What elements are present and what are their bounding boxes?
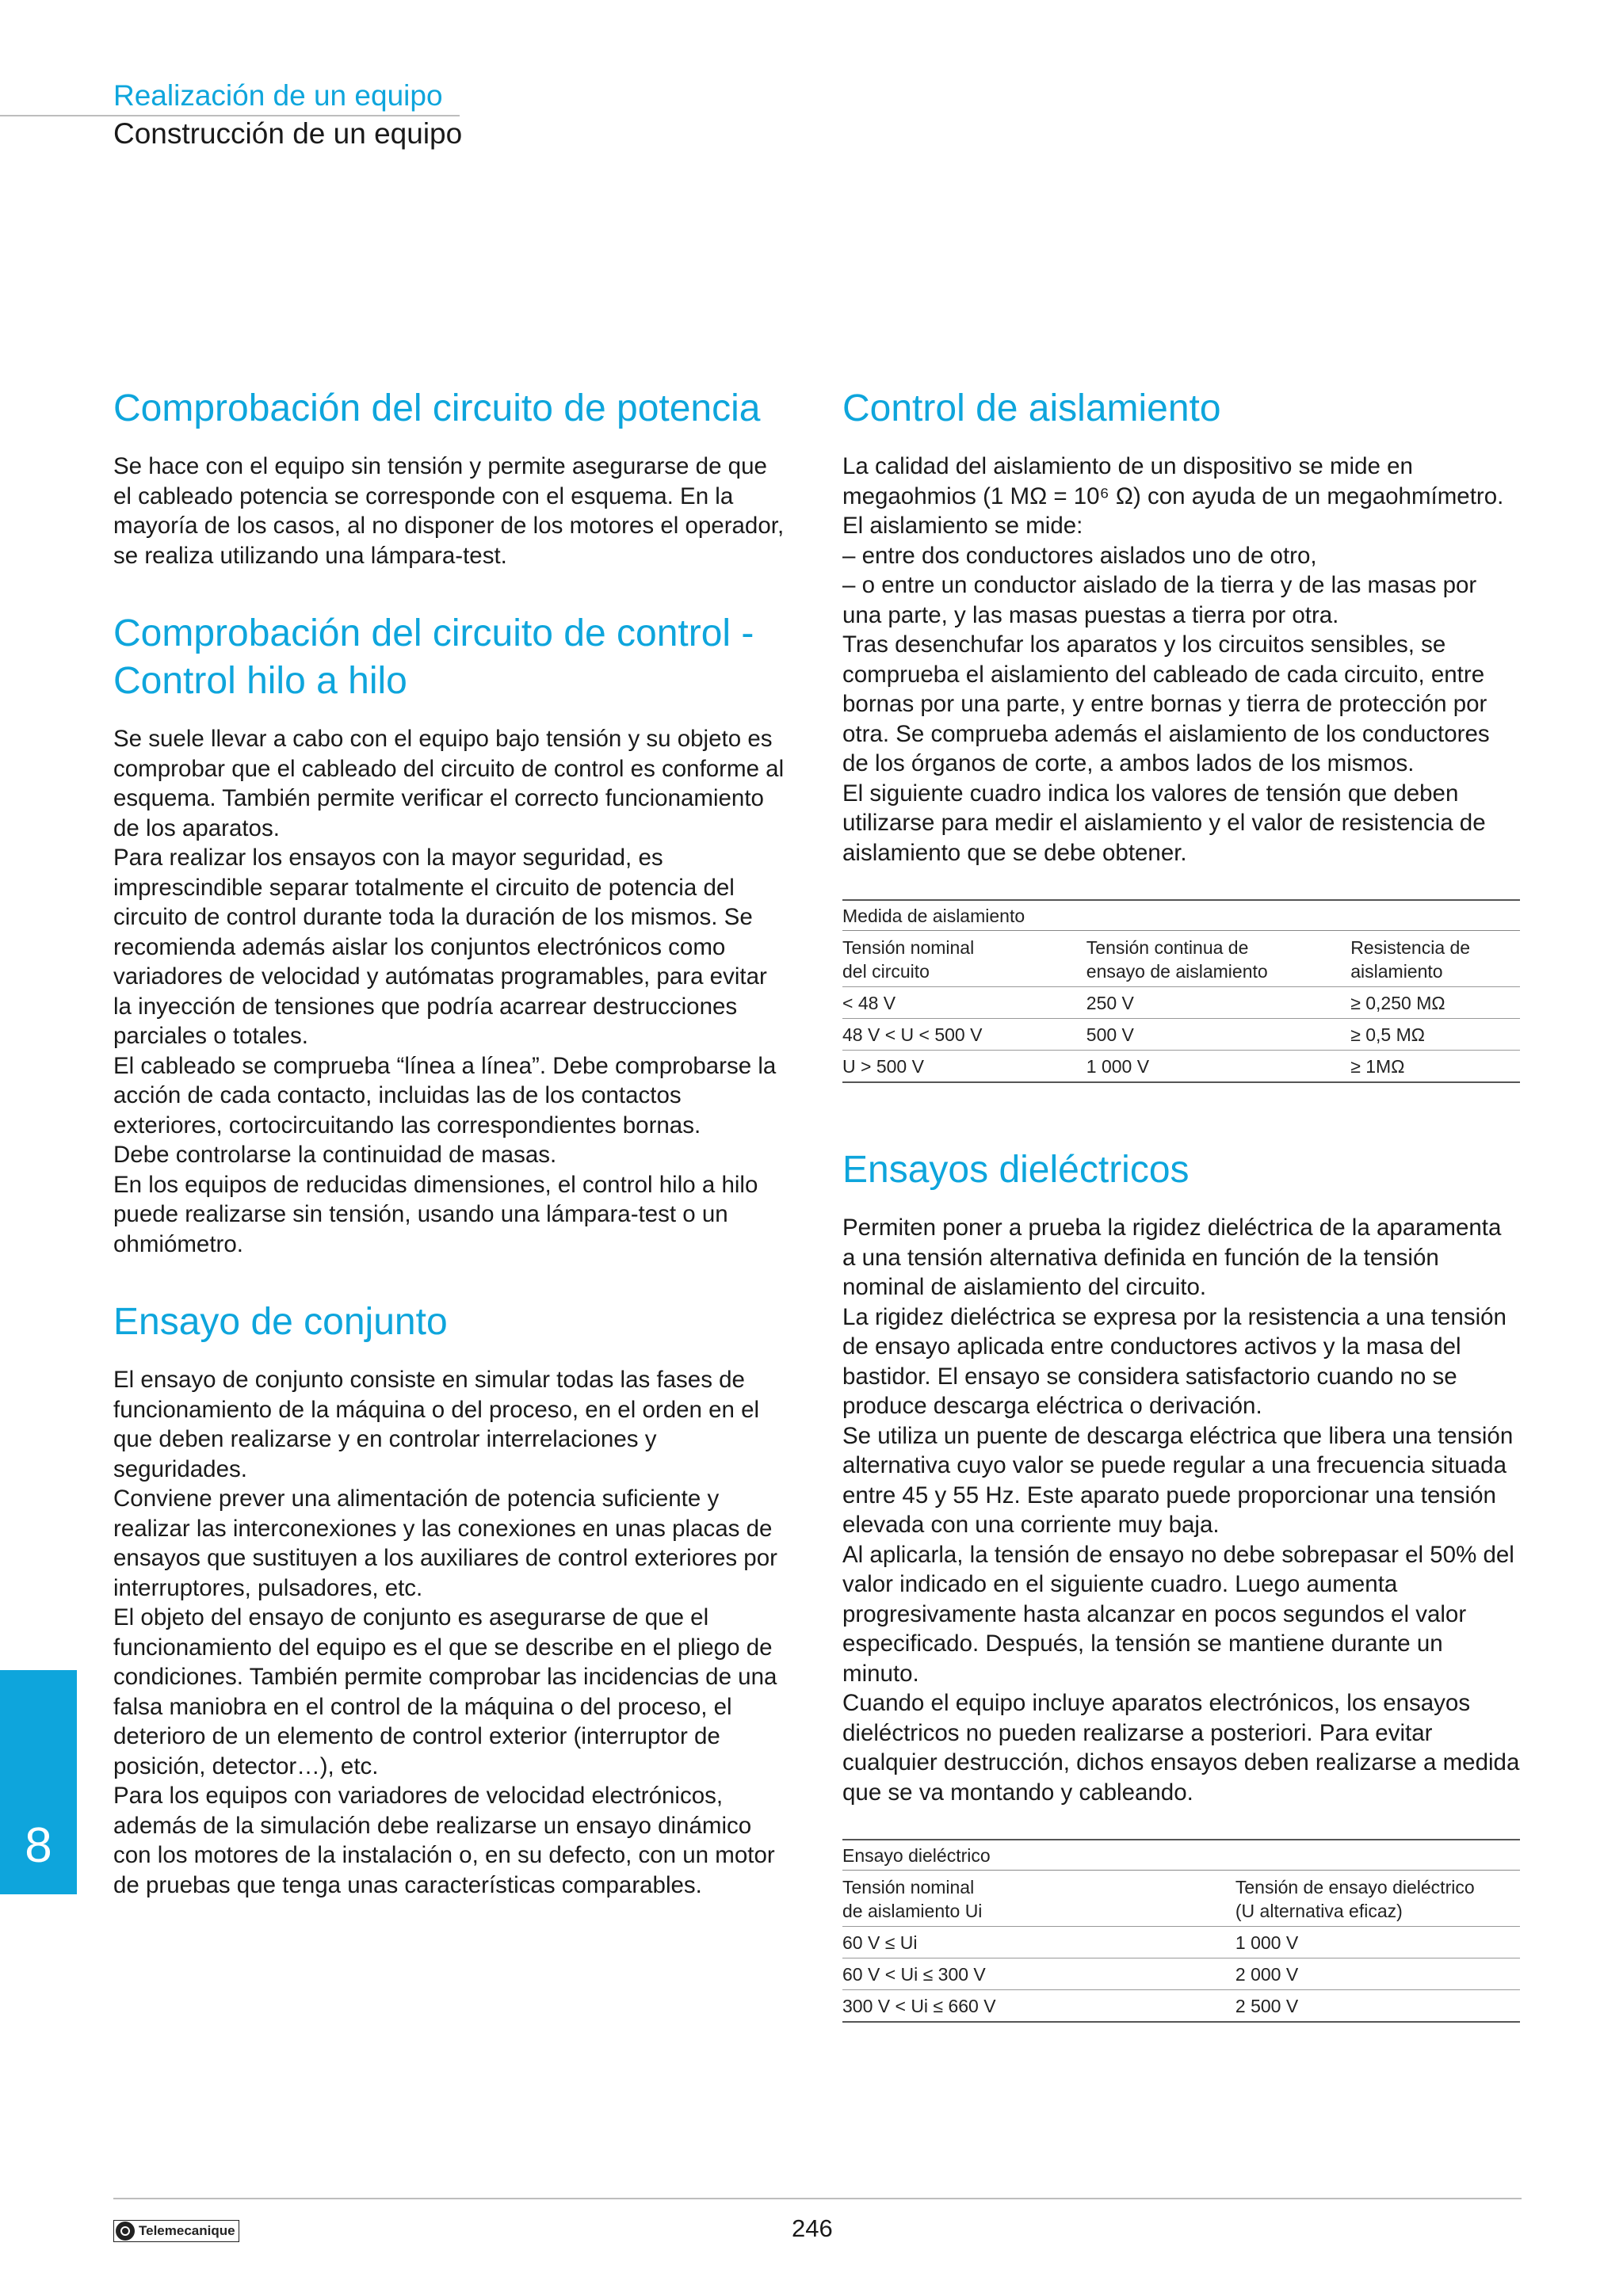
table-cell: 2 000 V <box>1235 1958 1520 1990</box>
table-caption: Medida de aislamiento <box>842 900 1520 931</box>
table-row <box>842 1051 1520 1083</box>
heading-control-circuit: Comprobación del circuito de control - Control hilo a hilo <box>113 612 754 702</box>
table-cell: < 48 V <box>842 987 1086 1019</box>
heading-dielectric: Ensayos dieléctricos <box>842 1149 1190 1191</box>
table-cell: 500 V <box>1086 1019 1350 1051</box>
table-header: Tensión nominal del circuito <box>842 931 1086 987</box>
table-cell: 1 000 V <box>1235 1927 1520 1958</box>
header-rule <box>0 115 460 116</box>
table-caption: Ensayo dieléctrico <box>842 1840 1520 1871</box>
heading-assembly-test: Ensayo de conjunto <box>113 1301 448 1343</box>
heading-power-circuit: Comprobación del circuito de potencia <box>113 387 761 429</box>
telemecanique-logo-icon <box>116 2222 135 2241</box>
table-cell: 250 V <box>1086 987 1350 1019</box>
left-column <box>113 385 791 1939</box>
table-row <box>842 1927 1520 1958</box>
table-row <box>842 1990 1520 2023</box>
table-cell: 2 500 V <box>1235 1990 1520 2023</box>
table-cell: 300 V < Ui ≤ 660 V <box>842 1990 1235 2023</box>
table-header: Tensión continua de ensayo de aislamiento <box>1086 931 1350 987</box>
table-header: Tensión nominal de aislamiento Ui <box>842 1871 1235 1927</box>
section-power-circuit <box>113 385 791 570</box>
text-insulation: La calidad del aislamiento de un dispositivo se mide en megaohmios (1 MΩ = 10⁶ Ω) con ayuda de un megaohmímetro. El aislamiento se mide: – entre dos conductores aislados uno de otro, – o entre un conductor aislado de la tierra y de las masas por una parte, y las masas puestas a tierra por otra. Tras desenchufar los aparatos y los circuitos sensibles, se comprueba el aislamiento del cableado de cada circuito, entre bornas por una parte, y entre bornas y tierra de protección por otra. Se comprueba además el aislamiento de los conductores de los órganos de corte, a ambos lados de los mismos. El siguiente cuadro indica los valores de tensión que deben utilizarse para medir el aislamiento y el valor de resistencia de aislamiento que se debe obtener. <box>842 453 1504 866</box>
text-power-circuit: Se hace con el equipo sin tensión y permite asegurarse de que el cableado potencia se corresponde con el esquema. En la mayoría de los casos, al no disponer de los motores el operador, se realiza utilizando una lámpara-test. <box>113 453 785 569</box>
table-row <box>842 1019 1520 1051</box>
dielectric-table <box>842 1839 1520 2023</box>
table-row <box>842 1958 1520 1990</box>
section-control-circuit <box>113 610 791 1259</box>
table-cell: 1 000 V <box>1086 1051 1350 1083</box>
table-row <box>842 987 1520 1019</box>
text-dielectric: Permiten poner a prueba la rigidez dieléctrica de la aparamenta a una tensión alternativa definida en función de la tensión nominal de aislamiento del circuito. La rigidez dieléctrica se expresa por la resistencia a una tensión de ensayo aplicada entre conductores activos y la masa del bastidor. El ensayo se considera satisfactorio cuando no se produce descarga eléctrica o derivación. Se utiliza un puente de descarga eléctrica que libera una tensión alternativa cuyo valor se puede regular a una frecuencia situada entre 45 y 55 Hz. Este aparato puede proporcionar una tensión elevada con una corriente muy baja. Al aplicarla, la tensión de ensayo no debe sobrepasar el 50% del valor indicado en el siguiente cuadro. Luego aumenta progresivamente hasta alcanzar en pocos segundos el valor especificado. Después, la tensión se mantiene durante un minuto. Cuando el equipo incluye aparatos electrónicos, los ensayos dieléctricos no pueden realizarse a posteriori. Para evitar cualquier destrucción, dichos ensayos deben realizarse a medida que se va montando y cableando. <box>842 1215 1520 1806</box>
heading-insulation: Control de aislamiento <box>842 387 1221 429</box>
table-cell: U > 500 V <box>842 1051 1086 1083</box>
table-header: Tensión de ensayo dieléctrico (U alternativa eficaz) <box>1235 1871 1520 1927</box>
section-insulation <box>842 385 1520 1083</box>
table-cell: 48 V < U < 500 V <box>842 1019 1086 1051</box>
right-column <box>842 385 1520 2062</box>
table-header: Resistencia de aislamiento <box>1350 931 1520 987</box>
table-cell: ≥ 1MΩ <box>1350 1051 1520 1083</box>
footer-rule <box>113 2198 1522 2199</box>
table-cell: 60 V < Ui ≤ 300 V <box>842 1958 1235 1990</box>
table-cell: 60 V ≤ Ui <box>842 1927 1235 1958</box>
page-number: 246 <box>792 2214 833 2242</box>
text-assembly-test: El ensayo de conjunto consiste en simular todas las fases de funcionamiento de la máquina o del proceso, en el orden en el que deben realizarse y en controlar interrelaciones y seguridades. Conviene prever una alimentación de potencia suficiente y realizar las interconexiones y las conexiones en unas placas de ensayos que sustituyen a los auxiliares de control exteriores por interruptores, pulsadores, etc. El objeto del ensayo de conjunto es asegurarse de que el funcionamiento del equipo es el que se describe en el pliego de condiciones. También permite comprobar las incidencias de una falsa maniobra en el control de la máquina o del proceso, el deterioro de un elemento de control exterior (interruptor de posición, detector…), etc. Para los equipos con variadores de velocidad electrónicos, además de la simulación debe realizarse un ensayo dinámico con los motores de la instalación o, en su defecto, con un motor de pruebas que tenga unas características comparables. <box>113 1367 777 1898</box>
table-cell: ≥ 0,5 MΩ <box>1350 1019 1520 1051</box>
section-title: Realización de un equipo <box>113 79 443 112</box>
page-title: Construcción de un equipo <box>113 117 463 150</box>
table-cell: ≥ 0,250 MΩ <box>1350 987 1520 1019</box>
section-assembly-test <box>113 1299 791 1900</box>
chapter-tab: 8 <box>0 1670 77 1894</box>
section-dielectric <box>842 1146 1520 2023</box>
insulation-table <box>842 899 1520 1083</box>
brand-name: Telemecanique <box>139 2223 235 2238</box>
text-control-circuit: Se suele llevar a cabo con el equipo bajo tensión y su objeto es comprobar que el cableado del circuito de control es conforme al esquema. También permite verificar el correcto funcionamiento de los aparatos. Para realizar los ensayos con la mayor seguridad, es imprescindible separar totalmente el circuito de potencia del circuito de control durante toda la duración de los mismos. Se recomienda además aislar los conjuntos electrónicos como variadores de velocidad y autómatas programables, para evitar la inyección de tensiones que podría acarrear destrucciones parciales o totales. El cableado se comprueba “línea a línea”. Debe comprobarse la acción de cada contacto, incluidas las de los contactos exteriores, cortocircuitando las correspondientes bornas. Debe controlarse la continuidad de masas. En los equipos de reducidas dimensiones, el control hilo a hilo puede realizarse sin tensión, usando una lámpara-test o un ohmiómetro. <box>113 726 785 1257</box>
brand-logo <box>113 2220 239 2242</box>
